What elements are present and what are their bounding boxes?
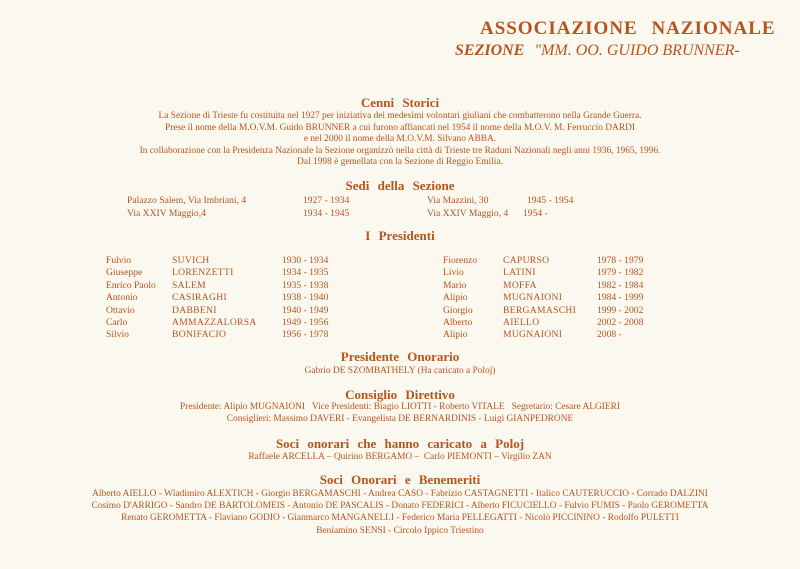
cenni-heading: Cenni Storici	[360, 95, 440, 110]
cenni-text	[0, 111, 800, 169]
president-years: 1956 - 1978	[282, 329, 329, 341]
president-first-name: Mario	[443, 279, 467, 291]
association-title: ASSOCIAZIONE NAZIONALE	[480, 18, 776, 39]
soci-poloj-names: Raffaele ARCELLA – Quirino BERGAMO – Carlo PIEMONTI – Virgilio ZAN	[248, 452, 552, 462]
presidenti-heading: I Presidenti	[365, 228, 435, 243]
president-years: 1984 - 1999	[597, 292, 644, 304]
president-last-name: BONIFACIO	[172, 329, 227, 341]
list-item	[443, 317, 683, 329]
president-last-name: SALEM	[172, 279, 207, 291]
list-item	[443, 280, 683, 292]
soci-benemeriti-names	[0, 488, 800, 537]
president-last-name: MUGNAIONI	[503, 292, 563, 304]
consiglio-officers: Presidente: Alipio MUGNAIONI Vice Presidenti: Biagio LIOTTI - Roberto VITALE Segretario: Cesare ALGIERI	[180, 402, 620, 412]
president-years: 1934 - 1935	[282, 267, 329, 279]
section-label: SEZIONE	[455, 42, 525, 59]
presidenti-list-left	[106, 255, 346, 342]
president-last-name: SUVICH	[172, 255, 210, 266]
president-years: 1999 - 2002	[597, 304, 644, 316]
president-first-name: Ottavio	[106, 304, 135, 316]
cenni-line: Prese il nome della M.O.V.M. Guido BRUNNER a cui furono affiancati nel 1954 il nome della M.O.V. M. Ferruccio DARDI	[165, 122, 635, 133]
soci-benemeriti-heading: Soci Onorari e Benemeriti	[319, 472, 481, 487]
list-item	[443, 329, 683, 341]
president-years: 1940 - 1949	[282, 304, 329, 316]
president-last-name: CASIRAGHI	[172, 292, 227, 304]
sede-address: Via XXIV Maggio,4	[127, 208, 206, 219]
cenni-line: Dal 1998 è gemellata con la Sezione di Reggio Emilia.	[297, 157, 503, 168]
soci-line: Cosimo D'ARRIGO - Sandro DE BARTOLOMEIS - Antonio DE PASCALIS - Donato FEDERICI - Alberto FICUCIELLO - Fulvio FUMIS - Paolo GEROMETTA	[91, 501, 709, 512]
sede-years: 1945 - 1954	[527, 195, 574, 206]
president-last-name: MUGNAIONI	[503, 329, 563, 341]
presidenti-list-right	[443, 255, 683, 342]
president-first-name: Carlo	[106, 316, 128, 328]
sede-years: 1934 - 1945	[303, 208, 350, 219]
president-last-name: MOFFA	[503, 279, 537, 291]
list-item	[106, 280, 346, 292]
sede-years: 1927 - 1934	[303, 195, 350, 206]
president-first-name: Alberto	[443, 316, 473, 328]
sede-years: 1954 -	[523, 208, 548, 219]
section-name: "MM. OO. GUIDO BRUNNER-	[534, 42, 740, 59]
soci-poloj-heading: Soci onorari che hanno caricato a Poloj	[275, 436, 525, 451]
president-years: 1930 - 1934	[282, 255, 329, 266]
president-last-name: BERGAMASCHI	[503, 304, 577, 316]
list-item	[443, 255, 683, 267]
president-last-name: LORENZETTI	[172, 267, 234, 279]
soci-line: Alberto AIELLO - Wladimiro ALEXTICH - Giorgio BERGAMASCHI - Andrea CASO - Fabrizio CASTAGNETTI - Italico CAUTERUCCIO - Corrado DALZINI	[92, 489, 708, 499]
list-item	[443, 292, 683, 304]
cenni-line: La Sezione di Trieste fu costituita nel 1927 per iniziativa dei medesimi volontari giuliani che combatterono nella Grande Guerra.	[158, 111, 642, 121]
president-first-name: Fiorenzo	[443, 255, 478, 266]
soci-line: Renato GEROMETTA - Flaviano GODIO - Gianmarco MANGANELLI - Federico Maria PELLEGATTI - Nicolò PICCININO - Rodolfo PULETTI	[121, 513, 679, 524]
list-item	[106, 305, 346, 317]
sede-address: Palazzo Salem, Via Imbriani, 4	[127, 195, 247, 206]
consiglio-members: Consiglieri: Massimo DAVERI - Evangelista DE BERNARDINIS - Luigi GIANPEDRONE	[226, 414, 574, 424]
president-years: 2008 -	[597, 329, 622, 341]
sedi-heading: Sedi della Sezione	[345, 178, 455, 193]
president-first-name: Giorgio	[443, 304, 473, 316]
president-last-name: AMMAZZALORSA	[172, 316, 257, 328]
cenni-line: e nel 2000 il nome della M.O.V.M. Silvano ABBA.	[303, 134, 497, 145]
list-item	[443, 267, 683, 279]
president-first-name: Antonio	[106, 292, 138, 304]
president-first-name: Enrico Paolo	[106, 279, 156, 291]
onorario-name: Gabrio DE SZOMBATHELY (Ha caricato a Poloj)	[304, 366, 496, 376]
section-subtitle	[455, 42, 740, 60]
list-item	[106, 292, 346, 304]
president-first-name: Alipio	[443, 329, 468, 341]
president-years: 2002 - 2008	[597, 316, 644, 328]
sede-address: Via XXIV Maggio, 4	[427, 208, 509, 219]
president-years: 1979 - 1982	[597, 267, 644, 279]
list-item	[106, 255, 346, 267]
president-first-name: Livio	[443, 267, 464, 279]
president-last-name: LATINI	[503, 267, 536, 279]
soci-line: Beniamino SENSI - Circolo Ippico Triestino	[316, 525, 484, 536]
list-item	[106, 267, 346, 279]
list-item	[106, 317, 346, 329]
president-years: 1938 - 1940	[282, 292, 329, 304]
president-last-name: CAPURSO	[503, 255, 550, 266]
list-item	[106, 329, 346, 341]
president-last-name: AIELLO	[503, 316, 540, 328]
president-first-name: Giuseppe	[106, 267, 143, 279]
president-last-name: DABBENI	[172, 304, 217, 316]
president-years: 1978 - 1979	[597, 255, 644, 266]
president-first-name: Alipio	[443, 292, 468, 304]
consiglio-heading: Consiglio Direttivo	[345, 387, 455, 402]
president-years: 1935 - 1938	[282, 279, 329, 291]
president-first-name: Fulvio	[106, 255, 132, 266]
sede-address: Via Mazzini, 30	[427, 195, 489, 206]
president-years: 1949 - 1956	[282, 316, 329, 328]
list-item	[443, 305, 683, 317]
onorario-heading: Presidente Onorario	[340, 349, 460, 364]
president-first-name: Silvio	[106, 329, 129, 341]
cenni-line: In collaborazione con la Presidenza Nazionale la Sezione organizzò nella città di Trieste tre Raduni Nazionali negli anni 1936, 1965, 1996.	[139, 145, 661, 156]
president-years: 1982 - 1984	[597, 279, 644, 291]
